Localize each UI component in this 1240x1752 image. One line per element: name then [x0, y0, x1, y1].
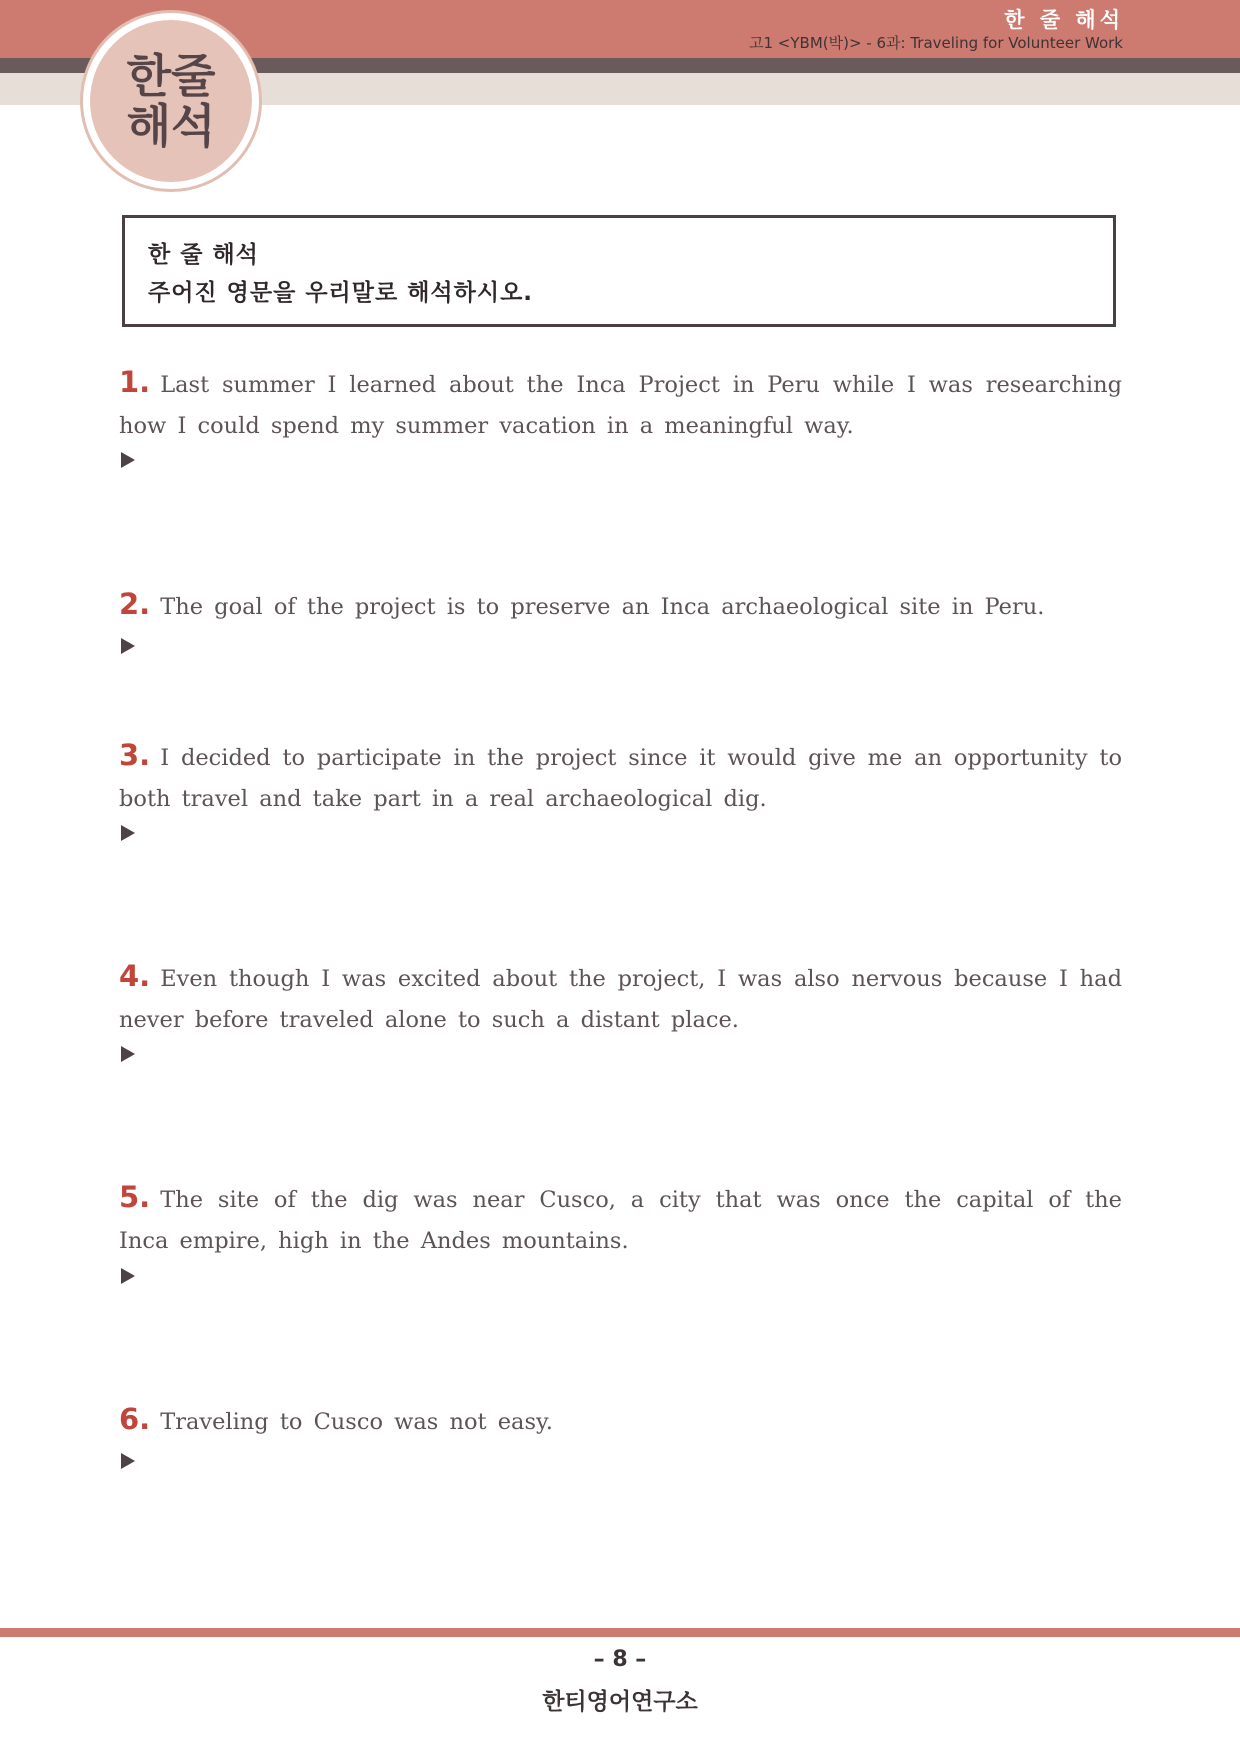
- footer-divider: [0, 1628, 1240, 1637]
- question-3: [119, 735, 1122, 820]
- question-1: [119, 362, 1122, 447]
- footer-brand: 한티영어연구소: [542, 1689, 698, 1715]
- question-text: Even though I was excited about the project, I was also nervous because I had never before traveled alone to such a distant place.: [119, 966, 1122, 1033]
- badge-line-1: 한줄: [126, 49, 216, 103]
- header-subtitle: 고1 <YBM(박)> - 6과: Traveling for Volunteer Work: [749, 34, 1123, 52]
- answer-arrow-icon: [121, 1453, 135, 1469]
- instruction-title: 한 줄 해석: [148, 242, 259, 268]
- instruction-text: 주어진 영문을 우리말로 해석하시오.: [148, 280, 534, 306]
- question-6: [119, 1399, 1122, 1443]
- question-number: 5.: [119, 1180, 151, 1214]
- answer-arrow-icon: [121, 1046, 135, 1062]
- header-title: 한 줄 해석: [1004, 8, 1124, 32]
- question-text: Last summer I learned about the Inca Project in Peru while I was researching how I could spend my summer vacation in a meaningful way.: [119, 372, 1122, 439]
- question-text: Traveling to Cusco was not easy.: [160, 1409, 553, 1435]
- question-number: 4.: [119, 959, 151, 993]
- question-number: 1.: [119, 365, 151, 399]
- answer-arrow-icon: [121, 638, 135, 654]
- question-2: [119, 584, 1122, 628]
- answer-arrow-icon: [121, 825, 135, 841]
- question-number: 6.: [119, 1402, 151, 1436]
- question-text: The site of the dig was near Cusco, a city that was once the capital of the Inca empire, high in the Andes mountains.: [119, 1187, 1122, 1254]
- badge: [90, 20, 252, 182]
- question-text: The goal of the project is to preserve an Inca archaeological site in Peru.: [160, 594, 1045, 620]
- question-text: I decided to participate in the project since it would give me an opportunity to both travel and take part in a real archaeological dig.: [119, 745, 1122, 812]
- badge-line-2: 해석: [126, 99, 216, 153]
- answer-arrow-icon: [121, 1268, 135, 1284]
- question-4: [119, 956, 1122, 1041]
- instruction-box: [122, 215, 1116, 327]
- question-5: [119, 1177, 1122, 1262]
- question-number: 2.: [119, 587, 151, 621]
- page-number: – 8 –: [593, 1647, 647, 1672]
- question-number: 3.: [119, 738, 151, 772]
- answer-arrow-icon: [121, 452, 135, 468]
